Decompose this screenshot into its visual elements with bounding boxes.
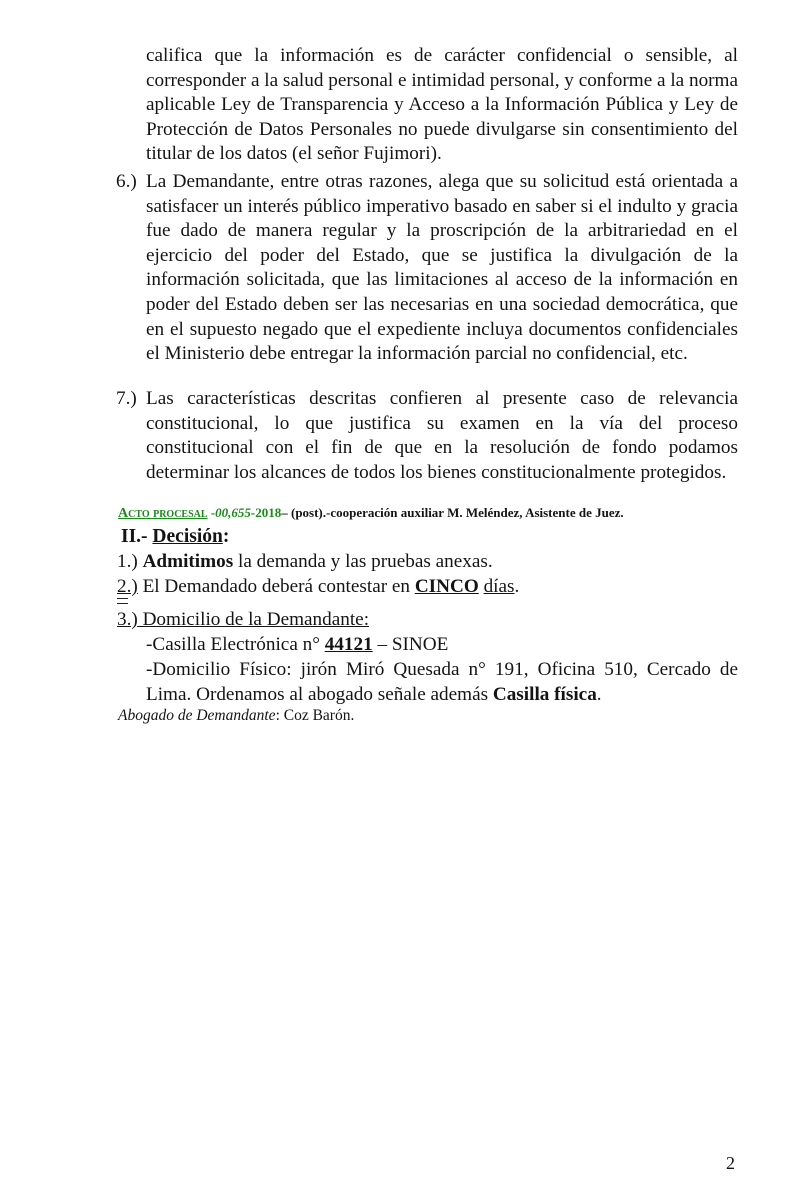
item-number: 7.) bbox=[116, 388, 137, 409]
abogado-line bbox=[118, 707, 354, 725]
underlined-text: días bbox=[483, 576, 515, 597]
bold-text: Casilla física bbox=[492, 683, 597, 705]
paragraph-continued: califica que la información es de carácter confidencial o sensible, al corresponder a la salud personal e intimidad personal, y conforme a la norma aplicable Ley de Transparencia y Acceso a la Información Pública y Ley de Protección de Datos Personales no puede divulgarse sin consentimiento del titular de los datos (el señor Fujimori). bbox=[146, 45, 738, 165]
bold-underlined-text: CINCO bbox=[414, 576, 479, 597]
bold-text: Admitimos bbox=[142, 551, 234, 572]
item-number: 1.) bbox=[117, 551, 143, 572]
heading-suffix: : bbox=[222, 526, 230, 547]
abogado-name: : Coz Barón. bbox=[275, 707, 355, 724]
item-number: 2.) bbox=[117, 576, 138, 597]
item-text: La Demandante, entre otras razones, alega que su solicitud está orientada a satisfacer un interés público imperativo basado en saber si el indulto y gracia fue dado de manera regular y la proscripción de la arbitrariedad en el ejercicio del poder del Estado, que se justifica la divulgación de la información solicitada, que las limitaciones al acceso de la información en poder del Estado deben ser las necesarias en una sociedad democrática, que en el supuesto negado que el expediente incluya documentos confidenciales el Ministerio debe entregar la información parcial no confidencial, etc. bbox=[146, 171, 738, 365]
double-line-mark bbox=[117, 598, 128, 604]
item-text: Las características descritas confieren al presente caso de relevancia constitucional, lo que justifica su examen en la vía del proceso constitucional con el fin de que en la resolución de fondo podamos determinar los alcances de todos los bienes constitucionalmente protegidos. bbox=[146, 388, 738, 483]
list-item-7 bbox=[116, 387, 738, 485]
casilla-text: -Casilla Electrónica n° bbox=[146, 634, 325, 655]
decision-item-3 bbox=[117, 608, 369, 633]
item-number: 6.) bbox=[116, 171, 137, 192]
acto-number: -00,655- bbox=[207, 505, 256, 520]
heading-prefix: II.- bbox=[121, 526, 153, 547]
abogado-label: Abogado de Demandante bbox=[118, 707, 276, 724]
domicilio-text: -Domicilio Físico: jirón Miró Quesada n° 191, Oficina 510, Cercado de Lima. Ordenamos al abogado señale además bbox=[146, 659, 738, 705]
list-item-6 bbox=[116, 170, 738, 367]
item-text: Domicilio de la Demandante: bbox=[137, 609, 370, 630]
heading-title: Decisión bbox=[152, 526, 223, 547]
decision-item-1 bbox=[117, 550, 493, 575]
decision-heading bbox=[121, 526, 229, 548]
period: . bbox=[596, 683, 602, 705]
item-number: 3.) bbox=[117, 609, 138, 630]
casilla-line bbox=[146, 633, 448, 658]
decision-item-2 bbox=[117, 575, 519, 600]
period: . bbox=[514, 576, 520, 597]
casilla-rest: – SINOE bbox=[372, 634, 449, 655]
item-text: la demanda y las pruebas anexas. bbox=[233, 551, 493, 572]
acto-label: Acto procesal bbox=[118, 506, 208, 521]
domicilio-paragraph bbox=[146, 658, 738, 707]
acto-procesal-line bbox=[118, 505, 738, 522]
acto-year: 2018 bbox=[255, 505, 282, 520]
acto-rest: – (post).-cooperación auxiliar M. Meléndez, Asistente de Juez. bbox=[281, 505, 624, 520]
item-text: El Demandado deberá contestar en bbox=[137, 576, 415, 597]
casilla-number: 44121 bbox=[324, 634, 373, 655]
page-number: 2 bbox=[726, 1153, 735, 1173]
